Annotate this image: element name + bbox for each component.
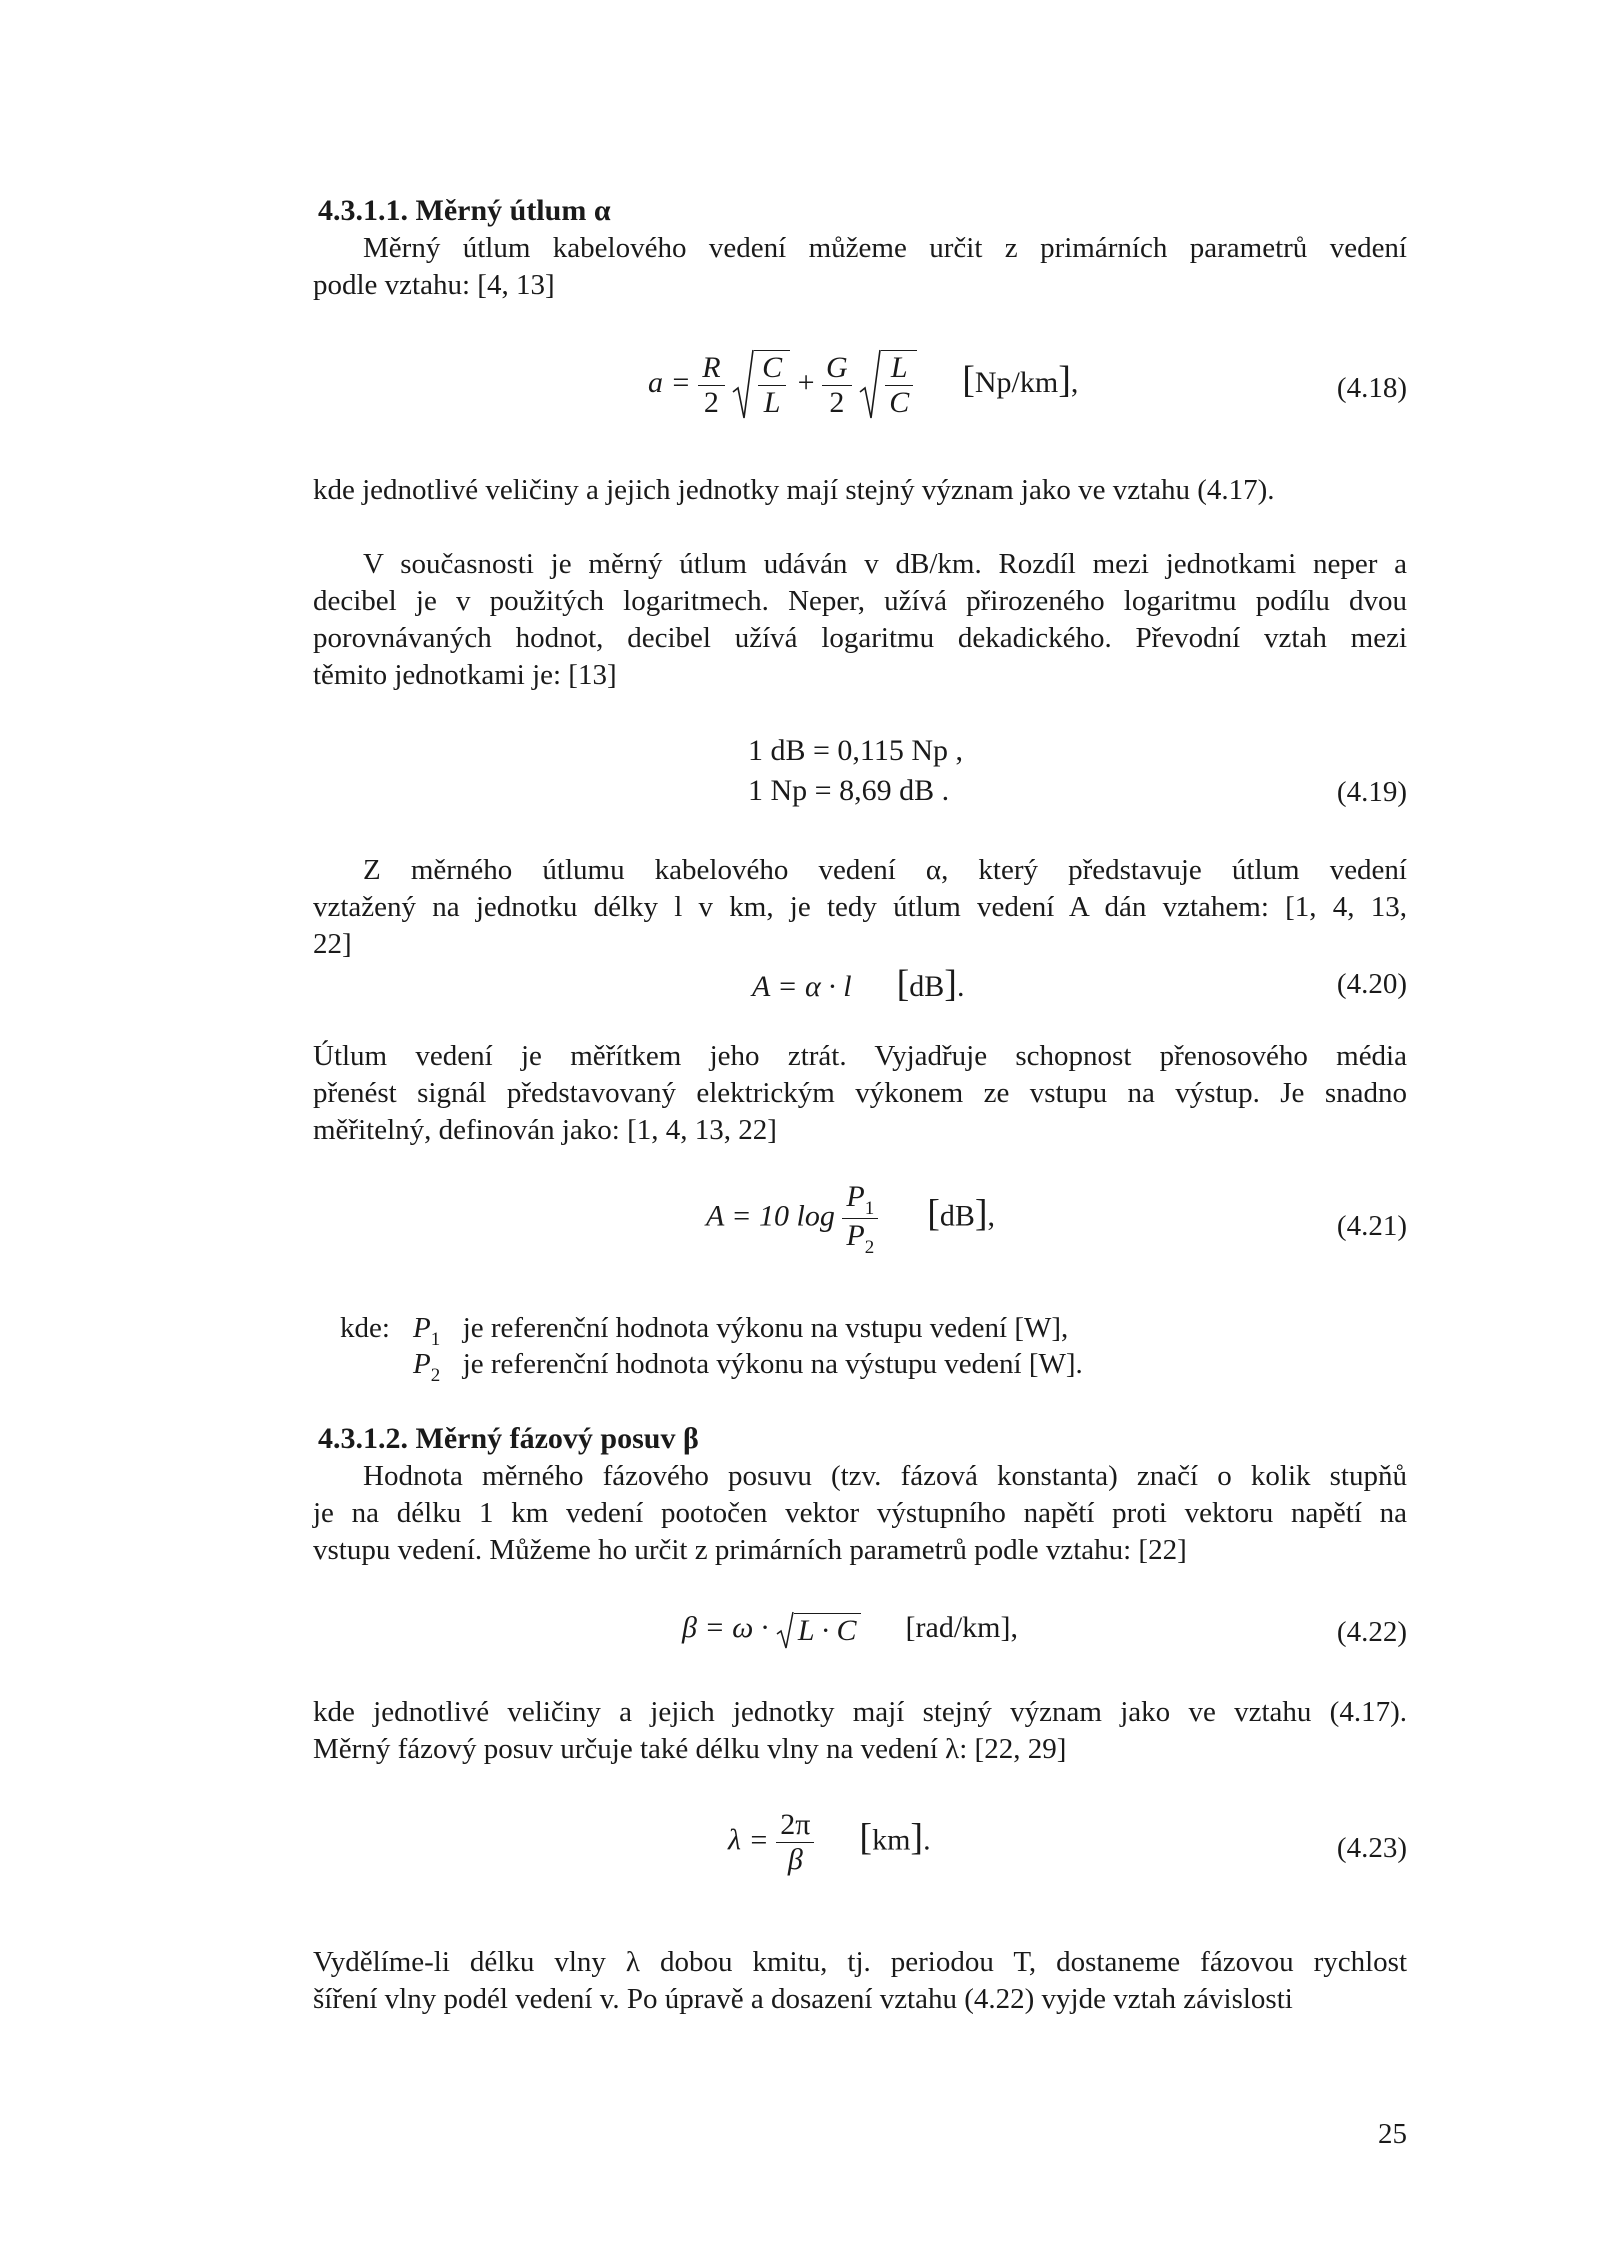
equation-4-19-line1: 1 dB = 0,115 Np , [748, 734, 963, 767]
equation-number: (4.23) [1336, 1832, 1407, 1864]
equation-4-18: a = $\frac{R}{2}$ $\frac{C}{L}$ + $\frac{G}{2}$ $\frac{L}{C}$ [Np/km], [648, 350, 1079, 419]
equation-4-19-line2: 1 Np = 8,69 dB . [748, 774, 950, 807]
equation-number: (4.22) [1336, 1616, 1407, 1648]
equation-number: (4.18) [1336, 372, 1407, 404]
where-label: kde: [340, 1312, 390, 1344]
where-item-p1: $P_1$ je referenční hodnota výkonu na vstupu vedení [W], [413, 1312, 1069, 1350]
paragraph: V současnosti je měrný útlum udáván v dB/km. Rozdíl mezi jednotkami neper a decibel je v použitých logaritmech. Neper, užívá přirozeného logaritmu podílu dvou porovnávaných hodnot, decibel užívá logaritmu dekadického. Převodní vztah mezi těmito jednotkami je: [13] [313, 548, 1407, 691]
equation-number: (4.21) [1336, 1210, 1407, 1242]
equation-4-21: A = 10 log $\frac{P_1}{P_2}$ [dB], [706, 1180, 996, 1258]
paragraph: kde jednotlivé veličiny a jejich jednotky mají stejný význam jako ve vztahu (4.17). [313, 474, 1275, 506]
paragraph: Hodnota měrného fázového posuvu (tzv. fázová konstanta) značí o kolik stupňů je na délku 1 km vedení pootočen vektor výstupního napětí proti vektoru napětí na vstupu vedení. Můžeme ho určit z primárních parametrů podle vztahu: [22] [313, 1460, 1407, 1566]
where-item-p2: $P_2$ je referenční hodnota výkonu na výstupu vedení [W]. [413, 1348, 1083, 1386]
paragraph: Z měrného útlumu kabelového vedení α, který představuje útlum vedení vztažený na jednotku délky l v km, je tedy útlum vedení A dán vztahem: [1, 4, 13, 22] [313, 854, 1407, 960]
section-heading: 4.3.1.2. Měrný fázový posuv β [318, 1422, 699, 1455]
equation-number: (4.19) [1336, 776, 1407, 808]
equation-4-22: β = ω · L · C [rad/km], [682, 1610, 1018, 1647]
equation-4-23: λ = $\frac{2\pi}{\beta}$ [km]. [728, 1808, 931, 1876]
paragraph: Vydělíme-li délku vlny λ dobou kmitu, tj. periodou T, dostaneme fázovou rychlost šíření vlny podél vedení v. Po úpravě a dosazení vztahu (4.22) vyjde vztah závislosti [313, 1946, 1407, 2015]
paragraph: Měrný útlum kabelového vedení můžeme určit z primárních parametrů vedení podle vztahu: [4, 13] [313, 232, 1407, 301]
page-number: 25 [1378, 2118, 1407, 2150]
equation-number: (4.20) [1336, 968, 1407, 1000]
equation-4-20: A = α · l [dB]. [752, 963, 965, 1005]
paragraph: kde jednotlivé veličiny a jejich jednotky mají stejný význam jako ve vztahu (4.17). Měrný fázový posuv určuje také délku vlny na vedení λ: [22, 29] [313, 1696, 1407, 1765]
paragraph: Útlum vedení je měřítkem jeho ztrát. Vyjadřuje schopnost přenosového média přenést signál představovaný elektrickým výkonem ze vstupu na výstup. Je snadno měřitelný, definován jako: [1, 4, 13, 22] [313, 1040, 1407, 1146]
section-heading: 4.3.1.1. Měrný útlum α [318, 194, 611, 227]
